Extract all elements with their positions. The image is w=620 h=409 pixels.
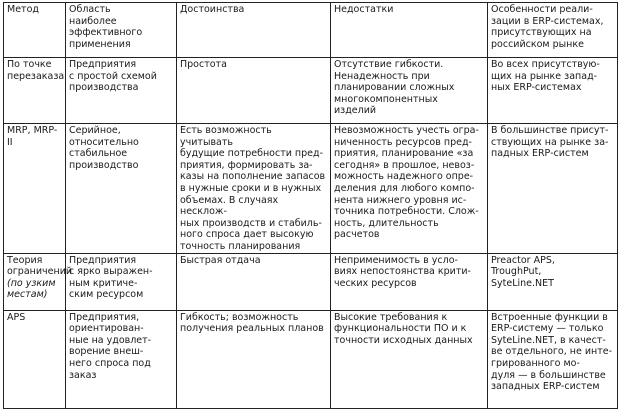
cell-erp: Во всех присутствую- щих на рынке запад- ных ERP-системах [488, 58, 618, 124]
cell-method: MRP, MRP-II [4, 124, 66, 254]
cell-erp: Preactor APS, TroughPut, SyteLine.NET [488, 253, 618, 310]
cell-method: APS [4, 310, 66, 408]
cell-pros: Простота [177, 58, 331, 124]
cell-cons: Отсутствие гибкости. Ненадежность при планировании сложных многокомпонентных изделий [331, 58, 488, 124]
table-row [4, 253, 618, 310]
cell-cons: Невозможность учесть огра- ниченность ресурсов пред- приятия, планирование «за сегодня» в прошлое, невоз- можность надежного опре- деления для любого компо- нента нижнего уровня ис- точника потребности. Слож- ность, длительность расчетов [331, 124, 488, 254]
cell-area: Предприятия, ориентирован- ные на удовлет- ворение внеш- него спроса под заказ [66, 310, 177, 408]
cell-area: Предприятия с простой схемой производства [66, 58, 177, 124]
header-cons: Недостатки [331, 3, 488, 58]
cell-cons: Неприменимость в усло- виях непостоянства крити- ческих ресурсов [331, 253, 488, 310]
methods-comparison-table [3, 2, 618, 409]
header-pros: Достоинства [177, 3, 331, 58]
table-row [4, 58, 618, 124]
cell-method [4, 253, 73, 310]
cell-erp: В большинстве присут- ствующих на рынке за- падных ERP-систем [488, 124, 618, 254]
table-row [4, 310, 618, 408]
cell-pros: Есть возможность учитывать будущие потребности пред- приятия, формировать за- казы на пополнение запасов в нужные сроки и в нужных объемах. В случаях несклож- ных производств и стабиль- ного спроса дает высокую точность планирования [177, 124, 331, 254]
method-note: (по узким местам) [7, 277, 56, 301]
cell-cons: Высокие требования к функциональности ПО и к точности исходных данных [331, 310, 488, 408]
header-method: Метод [4, 3, 66, 58]
cell-pros: Быстрая отдача [177, 253, 331, 310]
cell-erp: Встроенные функции в ERP-систему — только SyteLine.NET, в качест- ве отдельного, не инте- грированного мо- дуля — в большинстве западных ERP-систем [488, 310, 618, 408]
cell-pros: Гибкость; возможность получения реальных планов [177, 310, 331, 408]
method-name: Теория ограничений [7, 254, 73, 278]
cell-area: Серийное, относительно стабильное производство [66, 124, 177, 254]
header-area: Область наиболее эффективного применения [66, 3, 177, 58]
header-erp: Особенности реали- зации в ERP-системах, присутствующих на российском рынке [488, 3, 618, 58]
cell-area: Предприятия с ярко выражен- ным критиче- ским ресурсом [66, 253, 177, 310]
table-row [4, 124, 618, 254]
header-row [4, 3, 618, 58]
cell-method: По точке перезаказа [4, 58, 66, 124]
